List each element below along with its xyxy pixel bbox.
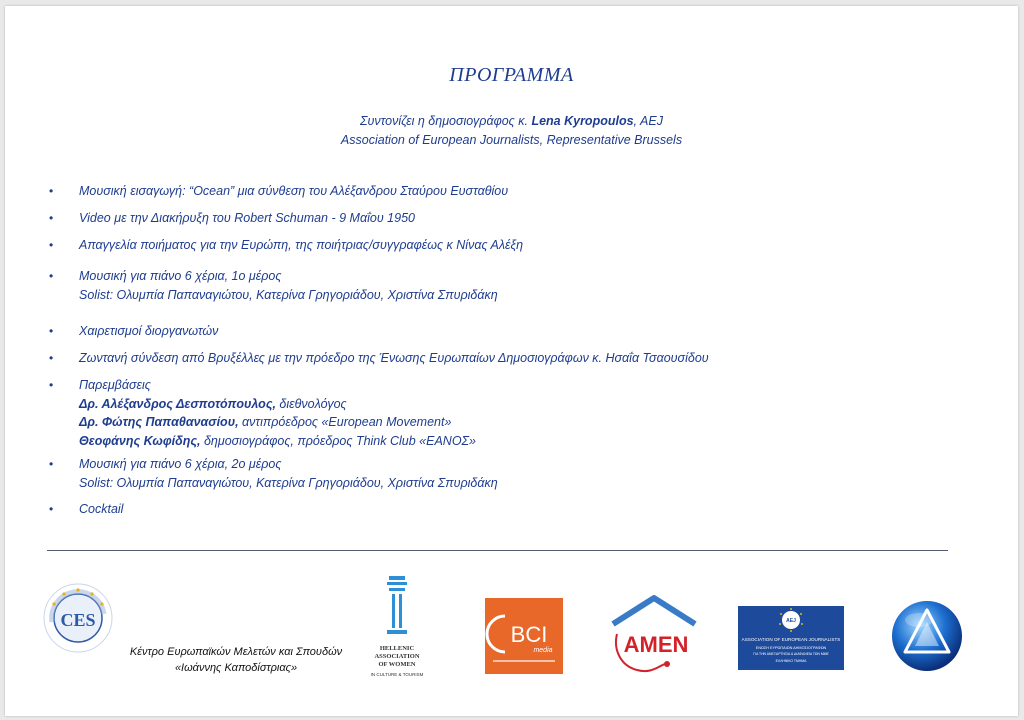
program-item-line [79, 236, 979, 255]
program-item [49, 500, 979, 519]
program-item-text: Solist: Ολυμπία Παπαναγιώτου, Κατερίνα Γρηγοριάδου, Χριστίνα Σπυριδάκη [79, 475, 498, 490]
svg-text:HELLENIC: HELLENIC [379, 645, 415, 652]
program-item [49, 267, 979, 304]
program-item-line [79, 209, 979, 228]
program-item-text: Μουσική για πιάνο 6 χέρια, 2ο μέρος [79, 457, 282, 471]
coordinator-prefix: Συντονίζει η δημοσιογράφος κ. [360, 114, 532, 128]
bci-text: BCI [510, 622, 548, 647]
ces-caption-line1: Κέντρο Ευρωπαϊκών Μελετών και Σπουδών [129, 646, 343, 658]
program-item-line [79, 500, 979, 519]
aej-logo [738, 606, 844, 670]
program-item-line [79, 413, 979, 432]
program-item-text: δημοσιογράφος, πρόεδρος Think Club «ΕΑΝΟΣ» [200, 433, 476, 448]
svg-text:ASSOCIATION OF EUROPEAN JOURNA: ASSOCIATION OF EUROPEAN JOURNALISTS [741, 637, 841, 642]
svg-text:media: media [533, 647, 553, 654]
bullet-icon: • [49, 351, 54, 365]
program-item-text: Cocktail [79, 502, 124, 516]
program-item-line [79, 182, 979, 201]
program-item-line [79, 395, 979, 414]
svg-text:OF WOMEN: OF WOMEN [378, 661, 416, 668]
program-item-text: Παρεμβάσεις [79, 378, 151, 392]
page-title: ΠΡΟΓΡΑΜΜΑ [449, 64, 574, 86]
svg-text:ΕΛΛΗΝΙΚΟ ΤΜΗΜΑ: ΕΛΛΗΝΙΚΟ ΤΜΗΜΑ [775, 659, 807, 663]
program-item [49, 209, 979, 228]
program-item [49, 376, 979, 450]
program-item-text: Solist: Ολυμπία Παπαναγιώτου, Κατερίνα Γρηγοριάδου, Χριστίνα Σπυριδάκη [79, 287, 498, 302]
program-item-line [79, 349, 979, 368]
program-item-text: Απαγγελία ποιήματος για την Ευρώπη, της ποιήτριας/συγγραφέως κ Νίνας Αλέξη [79, 238, 524, 252]
program-item [49, 322, 979, 341]
program-item-line [79, 267, 979, 286]
program-item [49, 349, 979, 368]
orb-logo [889, 598, 965, 674]
program-item-line [79, 432, 979, 451]
program-item-text: Μουσική εισαγωγή: “Ocean” μια σύνθεση του Αλέξανδρου Σταύρου Ευσταθίου [79, 184, 509, 198]
coordinator-affiliation: Association of European Journalists, Representative Brussels [340, 133, 683, 147]
coordinator-name: Lena Kyropoulos [531, 114, 634, 128]
ces-initials: CES [60, 610, 96, 630]
program-item-line [79, 455, 979, 474]
bullet-icon: • [49, 378, 54, 392]
program-item [49, 182, 979, 201]
program-item-text: Μουσική για πιάνο 6 χέρια, 1ο μέρος [79, 269, 282, 283]
svg-text:IN CULTURE & TOURISM: IN CULTURE & TOURISM [370, 672, 424, 677]
program-item-text: Video με την Διακήρυξη του Robert Schuman - 9 Μαΐου 1950 [79, 211, 415, 225]
program-item [49, 236, 979, 255]
amen-text: AMEN [623, 632, 689, 657]
program-item-line [79, 474, 979, 493]
svg-text:ΓΙΑ ΤΗΝ ΑΝΕΞΑΡΤΗΣΙΑ & ΔΙΑΦΑΝΕΙ: ΓΙΑ ΤΗΝ ΑΝΕΞΑΡΤΗΣΙΑ & ΔΙΑΦΑΝΕΙΑ ΤΩΝ ΜΜΕ [753, 652, 829, 656]
program-item-text: διεθνολόγος [275, 396, 347, 411]
program-item-line [79, 376, 979, 395]
speaker-name: Θεοφάνης Κωφίδης, [79, 433, 201, 448]
svg-text:ΕΝΩΣΗ ΕΥΡΩΠΑΙΩΝ ΔΗΜΟΣΙΟΓΡΑΦΩΝ: ΕΝΩΣΗ ΕΥΡΩΠΑΙΩΝ ΔΗΜΟΣΙΟΓΡΑΦΩΝ [755, 646, 827, 650]
coordinator-line [5, 114, 1018, 128]
bullet-icon: • [49, 324, 54, 338]
svg-text:ASSOCIATION: ASSOCIATION [374, 653, 420, 660]
bullet-icon: • [49, 184, 54, 198]
document-page [5, 6, 1018, 716]
hellenic-association-logo [365, 574, 429, 686]
bullet-icon: • [49, 269, 54, 283]
bullet-icon: • [49, 457, 54, 471]
speaker-name: Δρ. Αλέξανδρος Δεσποτόπουλος, [79, 396, 276, 411]
amen-logo [607, 594, 701, 680]
program-item-line [79, 286, 979, 305]
program-item-text: Ζωντανή σύνδεση από Βρυξέλλες με την πρόεδρο της Ένωσης Ευρωπαίων Δημοσιογράφων κ. Ησαΐα Τσαουσίδου [79, 351, 709, 365]
footer-divider [47, 550, 948, 551]
coordinator-suffix: , AEJ [633, 114, 663, 128]
bci-media-logo [485, 598, 563, 674]
program-item [49, 455, 979, 492]
speaker-name: Δρ. Φώτης Παπαθανασίου, [79, 415, 239, 429]
ces-logo [42, 582, 114, 654]
bullet-icon: • [49, 502, 54, 516]
program-item-text: Χαιρετισμοί διοργανωτών [79, 324, 219, 338]
ces-caption [113, 644, 359, 676]
bullet-icon: • [49, 211, 54, 225]
svg-text:AEJ: AEJ [786, 618, 796, 624]
program-item-text: αντιπρόεδρος «European Movement» [238, 415, 452, 429]
ces-caption-line2: «Ιωάννης Καποδίστριας» [174, 662, 298, 674]
bullet-icon: • [49, 238, 54, 252]
program-item-line [79, 322, 979, 341]
